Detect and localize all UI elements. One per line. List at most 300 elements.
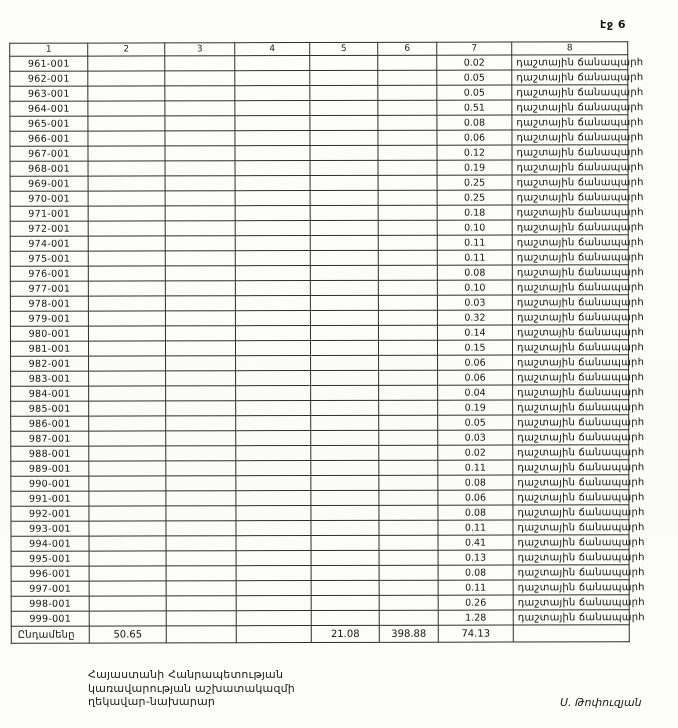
- row-id: 972-001: [10, 221, 88, 236]
- footer-signature-block: [88, 668, 295, 709]
- column-header-6: 6: [378, 42, 437, 55]
- row-id: 977-001: [10, 281, 88, 296]
- row-road-label: [513, 355, 645, 370]
- row-value: 0.08: [438, 505, 513, 520]
- empty-cell: [378, 310, 437, 325]
- row-value: 0.15: [437, 340, 512, 355]
- column-header-1: 1: [10, 43, 88, 56]
- empty-cell: [88, 326, 165, 341]
- empty-cell: [89, 431, 166, 446]
- empty-cell: [88, 71, 165, 86]
- empty-cell: [379, 490, 438, 505]
- row-value: 0.11: [437, 235, 512, 250]
- road-label-text: դաշտային ճանապարհ: [517, 491, 645, 503]
- column-header-8: 8: [512, 42, 628, 55]
- empty-cell: [166, 536, 236, 551]
- empty-cell: [310, 205, 378, 220]
- empty-cell: [165, 266, 235, 281]
- empty-cell: [310, 55, 378, 70]
- empty-cell: [310, 100, 378, 115]
- empty-cell: [89, 581, 166, 596]
- road-label-text: դաշտային ճանապարհ: [517, 356, 645, 368]
- empty-cell: [378, 265, 437, 280]
- row-value: 0.04: [438, 385, 513, 400]
- empty-cell: [165, 221, 235, 236]
- empty-cell: [235, 191, 310, 206]
- table-row: [10, 235, 628, 252]
- empty-cell: [236, 431, 311, 446]
- total-col4-empty: [236, 626, 311, 643]
- empty-cell: [236, 581, 311, 596]
- empty-cell: [311, 520, 379, 535]
- road-label-text: դաշտային ճանապարհ: [517, 401, 645, 413]
- road-label-text: դաշտային ճանապարհ: [516, 116, 644, 128]
- road-label-text: դաշտային ճանապարհ: [517, 461, 645, 473]
- row-value: 0.26: [438, 595, 513, 610]
- row-road-label: [513, 475, 645, 490]
- empty-cell: [311, 400, 379, 415]
- table-row: [10, 175, 628, 192]
- signer-name: Ս. Թոփուզյան: [560, 696, 642, 709]
- empty-cell: [379, 475, 438, 490]
- row-id: 986-001: [11, 416, 89, 431]
- row-id: 974-001: [10, 236, 88, 251]
- empty-cell: [311, 505, 379, 520]
- row-road-label: [513, 385, 645, 400]
- row-id: 980-001: [10, 326, 88, 341]
- empty-cell: [378, 100, 437, 115]
- empty-cell: [165, 236, 235, 251]
- road-label-text: դաշտային ճանապարհ: [516, 191, 644, 203]
- road-label-text: դաշտային ճանապարհ: [516, 236, 644, 248]
- empty-cell: [88, 296, 165, 311]
- empty-cell: [165, 101, 235, 116]
- row-road-label: [513, 505, 645, 520]
- road-label-text: դաշտային ճանապարհ: [516, 326, 645, 338]
- row-road-label: [512, 190, 644, 205]
- empty-cell: [235, 341, 310, 356]
- row-value: 0.05: [437, 85, 512, 100]
- row-road-label: [513, 460, 645, 475]
- empty-cell: [236, 446, 311, 461]
- row-road-label: [512, 130, 644, 145]
- empty-cell: [89, 356, 166, 371]
- empty-cell: [311, 475, 379, 490]
- table-row: [11, 370, 629, 387]
- empty-cell: [89, 506, 166, 521]
- empty-cell: [378, 115, 437, 130]
- row-id: 997-001: [11, 581, 89, 596]
- empty-cell: [311, 610, 379, 625]
- row-value: 0.08: [438, 475, 513, 490]
- row-road-label: [513, 430, 645, 445]
- empty-cell: [165, 146, 235, 161]
- empty-cell: [236, 551, 311, 566]
- empty-cell: [311, 595, 379, 610]
- road-label-text: դաշտային ճանապարհ: [516, 266, 644, 278]
- row-road-label: [513, 490, 645, 505]
- empty-cell: [88, 221, 165, 236]
- empty-cell: [235, 206, 310, 221]
- table-row: [11, 565, 629, 582]
- empty-cell: [311, 565, 379, 580]
- row-value: 0.06: [438, 370, 513, 385]
- empty-cell: [165, 56, 235, 71]
- total-row: [11, 625, 629, 644]
- empty-cell: [88, 116, 165, 131]
- road-label-text: դաշտային ճանապարհ: [517, 476, 645, 488]
- table-row: [11, 610, 629, 627]
- empty-cell: [310, 70, 378, 85]
- row-id: 982-001: [11, 356, 89, 371]
- row-value: 0.25: [437, 190, 512, 205]
- row-value: 0.05: [437, 70, 512, 85]
- row-id: 975-001: [10, 251, 88, 266]
- row-id: 999-001: [11, 611, 89, 626]
- table-row: [11, 505, 629, 522]
- empty-cell: [235, 71, 310, 86]
- empty-cell: [310, 190, 378, 205]
- empty-cell: [378, 175, 437, 190]
- empty-cell: [235, 131, 310, 146]
- road-label-text: դաշտային ճանապարհ: [516, 221, 644, 233]
- row-value: 0.03: [437, 295, 512, 310]
- row-road-label: [512, 160, 644, 175]
- row-road-label: [512, 265, 644, 280]
- data-table-container: [9, 41, 645, 644]
- row-value: 0.11: [438, 460, 513, 475]
- row-road-label: [513, 595, 645, 610]
- road-label-text: դաշտային ճանապարհ: [517, 521, 645, 533]
- empty-cell: [379, 400, 438, 415]
- empty-cell: [310, 280, 378, 295]
- empty-cell: [378, 220, 437, 235]
- empty-cell: [166, 506, 236, 521]
- empty-cell: [88, 341, 165, 356]
- road-label-text: դաշտային ճանապարհ: [516, 281, 644, 293]
- row-id: 990-001: [11, 476, 89, 491]
- table-row: [10, 250, 628, 267]
- row-road-label: [513, 565, 645, 580]
- total-col3-empty: [166, 626, 236, 643]
- row-road-label: [513, 370, 645, 385]
- empty-cell: [88, 86, 165, 101]
- empty-cell: [166, 386, 236, 401]
- empty-cell: [311, 460, 379, 475]
- row-road-label: [512, 220, 644, 235]
- row-id: 995-001: [11, 551, 89, 566]
- row-value: 1.28: [438, 610, 513, 625]
- empty-cell: [89, 521, 166, 536]
- table-row: [10, 220, 628, 237]
- road-label-text: դաշտային ճանապարհ: [516, 86, 644, 98]
- empty-cell: [310, 340, 378, 355]
- row-value: 0.11: [437, 250, 512, 265]
- empty-cell: [165, 206, 235, 221]
- empty-cell: [378, 145, 437, 160]
- empty-cell: [236, 596, 311, 611]
- table-row: [10, 100, 628, 117]
- road-label-text: դաշտային ճանապարհ: [516, 71, 644, 83]
- row-value: 0.06: [437, 130, 512, 145]
- row-id: 991-001: [11, 491, 89, 506]
- empty-cell: [166, 566, 236, 581]
- empty-cell: [166, 431, 236, 446]
- row-id: 968-001: [10, 161, 88, 176]
- empty-cell: [311, 430, 379, 445]
- empty-cell: [378, 70, 437, 85]
- empty-cell: [165, 341, 235, 356]
- row-id: 966-001: [10, 131, 88, 146]
- row-road-label: [512, 55, 644, 70]
- road-label-text: դաշտային ճանապարհ: [516, 251, 644, 263]
- row-id: 962-001: [10, 71, 88, 86]
- table-row: [10, 325, 628, 342]
- table-row: [10, 130, 628, 147]
- total-col8-empty: [513, 625, 629, 642]
- row-road-label: [513, 535, 645, 550]
- empty-cell: [235, 116, 310, 131]
- row-value: 0.02: [438, 445, 513, 460]
- empty-cell: [379, 595, 438, 610]
- road-label-text: դաշտային ճանապարհ: [517, 566, 645, 578]
- row-id: 971-001: [10, 206, 88, 221]
- empty-cell: [165, 326, 235, 341]
- row-id: 992-001: [11, 506, 89, 521]
- empty-cell: [310, 160, 378, 175]
- row-value: 0.14: [437, 325, 512, 340]
- empty-cell: [165, 191, 235, 206]
- empty-cell: [236, 536, 311, 551]
- empty-cell: [235, 221, 310, 236]
- road-label-text: դաշտային ճանապարհ: [516, 146, 644, 158]
- table-row: [10, 340, 628, 357]
- table-row: [11, 430, 629, 447]
- table-row: [10, 145, 628, 162]
- empty-cell: [379, 445, 438, 460]
- table-row: [11, 580, 629, 597]
- row-id: 963-001: [10, 86, 88, 101]
- empty-cell: [311, 445, 379, 460]
- row-road-label: [512, 325, 645, 340]
- row-road-label: [512, 340, 645, 355]
- road-label-text: դաշտային ճանապարհ: [516, 176, 644, 188]
- empty-cell: [235, 251, 310, 266]
- empty-cell: [166, 521, 236, 536]
- table-row: [11, 385, 629, 402]
- empty-cell: [166, 581, 236, 596]
- row-id: 983-001: [11, 371, 89, 386]
- table-row: [10, 85, 628, 102]
- empty-cell: [165, 161, 235, 176]
- empty-cell: [165, 86, 235, 101]
- empty-cell: [166, 551, 236, 566]
- row-id: 989-001: [11, 461, 89, 476]
- row-value: 0.12: [437, 145, 512, 160]
- empty-cell: [88, 236, 165, 251]
- empty-cell: [88, 131, 165, 146]
- empty-cell: [379, 460, 438, 475]
- empty-cell: [166, 416, 236, 431]
- empty-cell: [166, 461, 236, 476]
- empty-cell: [236, 461, 311, 476]
- column-header-4: 4: [235, 43, 310, 56]
- empty-cell: [379, 580, 438, 595]
- row-value: 0.05: [438, 415, 513, 430]
- empty-cell: [236, 386, 311, 401]
- road-label-text: դաշտային ճանապարհ: [517, 506, 645, 518]
- empty-cell: [165, 281, 235, 296]
- row-road-label: [512, 295, 644, 310]
- column-header-2: 2: [88, 43, 165, 56]
- row-road-label: [513, 415, 645, 430]
- empty-cell: [379, 535, 438, 550]
- row-road-label: [513, 520, 645, 535]
- table-row: [10, 160, 628, 177]
- empty-cell: [311, 535, 379, 550]
- row-value: 0.10: [437, 280, 512, 295]
- row-road-label: [512, 235, 644, 250]
- table-row: [11, 355, 629, 372]
- empty-cell: [379, 370, 438, 385]
- column-header-5: 5: [310, 42, 378, 55]
- row-road-label: [512, 85, 644, 100]
- empty-cell: [89, 476, 166, 491]
- road-label-text: դաշտային ճանապարհ: [517, 611, 645, 623]
- empty-cell: [89, 386, 166, 401]
- road-label-text: դաշտային ճանապարհ: [516, 131, 644, 143]
- empty-cell: [378, 235, 437, 250]
- row-id: 961-001: [10, 56, 88, 71]
- empty-cell: [88, 281, 165, 296]
- row-id: 976-001: [10, 266, 88, 281]
- footer-line-1: Հայաստանի Հանրապետության: [88, 668, 284, 681]
- empty-cell: [236, 566, 311, 581]
- empty-cell: [378, 55, 437, 70]
- empty-cell: [89, 551, 166, 566]
- empty-cell: [236, 401, 311, 416]
- row-id: 978-001: [10, 296, 88, 311]
- row-value: 0.19: [437, 160, 512, 175]
- row-id: 994-001: [11, 536, 89, 551]
- total-label: Ընդամենը: [11, 626, 89, 643]
- row-value: 0.03: [438, 430, 513, 445]
- empty-cell: [235, 176, 310, 191]
- empty-cell: [235, 296, 310, 311]
- row-value: 0.11: [438, 580, 513, 595]
- row-value: 0.32: [437, 310, 512, 325]
- empty-cell: [310, 220, 378, 235]
- empty-cell: [310, 235, 378, 250]
- empty-cell: [378, 250, 437, 265]
- empty-cell: [378, 85, 437, 100]
- empty-cell: [89, 446, 166, 461]
- empty-cell: [88, 266, 165, 281]
- empty-cell: [166, 476, 236, 491]
- empty-cell: [236, 356, 311, 371]
- empty-cell: [311, 385, 379, 400]
- row-id: 998-001: [11, 596, 89, 611]
- table-body: [10, 55, 645, 627]
- empty-cell: [165, 311, 235, 326]
- road-label-text: դաշտային ճանապարհ: [516, 311, 645, 323]
- empty-cell: [89, 611, 166, 626]
- row-road-label: [512, 115, 644, 130]
- empty-cell: [165, 251, 235, 266]
- empty-cell: [88, 101, 165, 116]
- column-header-7: 7: [437, 42, 512, 55]
- table-row: [10, 70, 628, 87]
- empty-cell: [235, 311, 310, 326]
- empty-cell: [378, 325, 437, 340]
- empty-cell: [236, 476, 311, 491]
- road-label-text: դաշտային ճանապարհ: [517, 536, 645, 548]
- empty-cell: [310, 265, 378, 280]
- footer-line-3: ղեկավար-նախարար: [88, 695, 216, 708]
- table-row: [11, 415, 629, 432]
- table-row: [11, 490, 629, 507]
- empty-cell: [310, 250, 378, 265]
- row-road-label: [512, 280, 644, 295]
- empty-cell: [378, 160, 437, 175]
- total-col7-value: 74.13: [438, 625, 513, 642]
- empty-cell: [378, 130, 437, 145]
- row-id: 993-001: [11, 521, 89, 536]
- empty-cell: [165, 296, 235, 311]
- road-label-text: դաշտային ճանապարհ: [517, 386, 645, 398]
- row-value: 0.41: [438, 535, 513, 550]
- empty-cell: [379, 430, 438, 445]
- total-col2-value: 50.65: [89, 626, 166, 643]
- row-id: 988-001: [11, 446, 89, 461]
- empty-cell: [310, 175, 378, 190]
- empty-cell: [166, 491, 236, 506]
- row-value: 0.10: [437, 220, 512, 235]
- row-id: 987-001: [11, 431, 89, 446]
- empty-cell: [166, 446, 236, 461]
- table-row: [10, 310, 628, 327]
- road-label-text: դաշտային ճանապարհ: [517, 416, 645, 428]
- row-road-label: [512, 310, 645, 325]
- table-row: [10, 265, 628, 282]
- row-value: 0.06: [438, 355, 513, 370]
- row-id: 979-001: [10, 311, 88, 326]
- empty-cell: [236, 371, 311, 386]
- empty-cell: [235, 281, 310, 296]
- row-road-label: [512, 100, 644, 115]
- row-value: 0.08: [437, 115, 512, 130]
- empty-cell: [310, 85, 378, 100]
- table-row: [11, 400, 629, 417]
- road-label-text: դաշտային ճանապարհ: [516, 296, 644, 308]
- row-value: 0.51: [437, 100, 512, 115]
- row-road-label: [512, 250, 644, 265]
- empty-cell: [88, 206, 165, 221]
- empty-cell: [88, 176, 165, 191]
- road-label-text: դաշտային ճանապարհ: [517, 431, 645, 443]
- empty-cell: [236, 491, 311, 506]
- empty-cell: [379, 610, 438, 625]
- empty-cell: [88, 56, 165, 71]
- row-value: 0.13: [438, 550, 513, 565]
- empty-cell: [166, 356, 236, 371]
- empty-cell: [379, 565, 438, 580]
- empty-cell: [235, 86, 310, 101]
- row-value: 0.11: [438, 520, 513, 535]
- row-value: 0.19: [438, 400, 513, 415]
- empty-cell: [378, 205, 437, 220]
- empty-cell: [89, 491, 166, 506]
